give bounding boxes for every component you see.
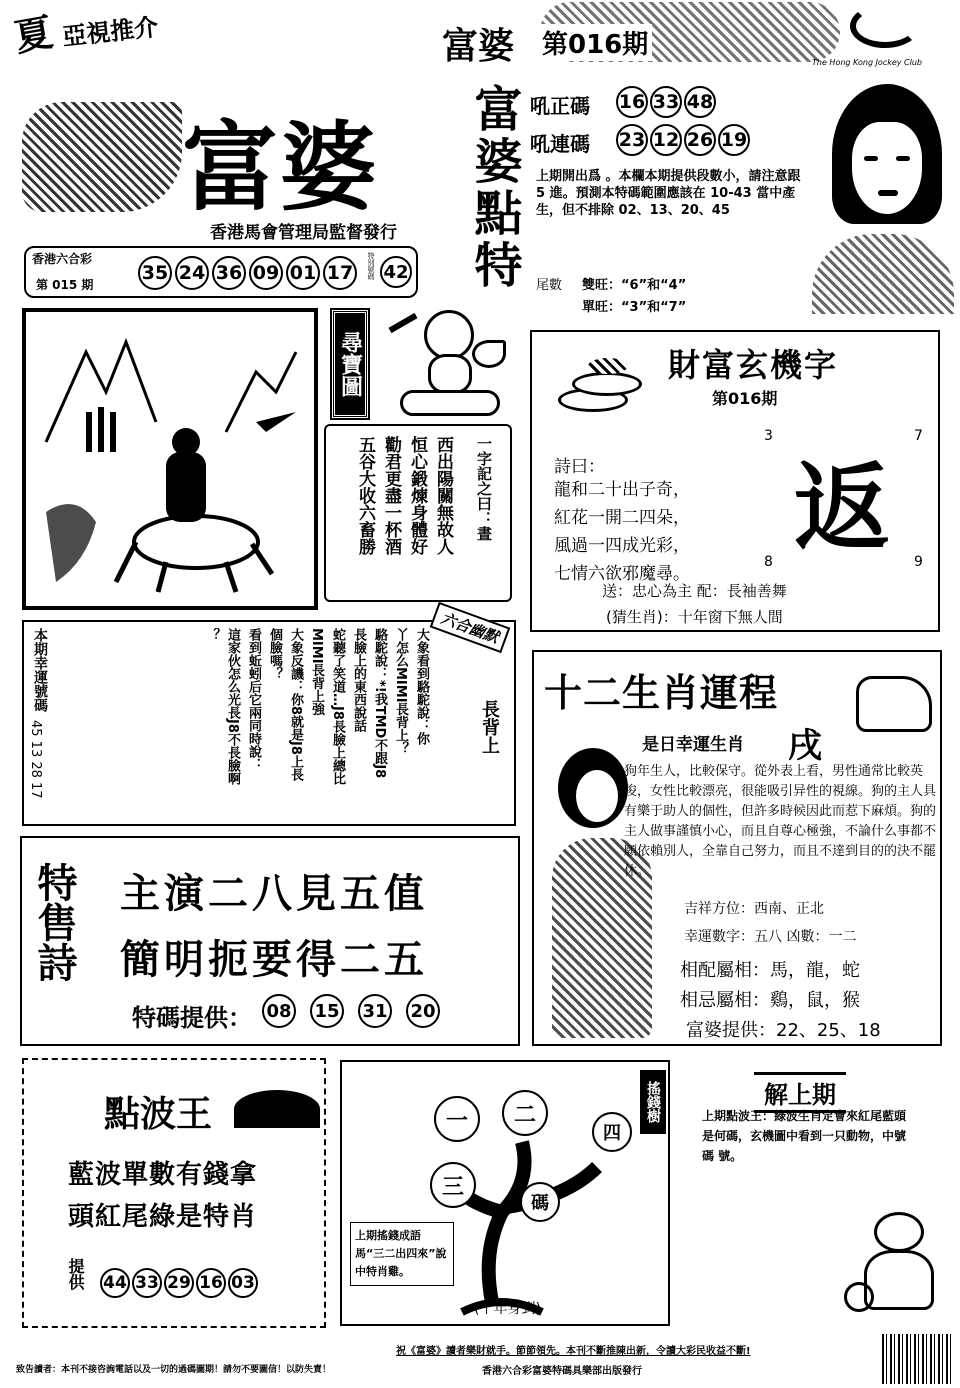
fruit-3: 三 — [430, 1162, 476, 1208]
last-result-balls — [138, 256, 357, 290]
tail-double: 雙旺：“6”和“4” — [582, 278, 687, 293]
number-ball: 48 — [684, 86, 716, 118]
number-ball: 33 — [132, 1268, 162, 1298]
fortune-poem-line: 七情六欲邪魔尋。 — [554, 564, 690, 584]
money-tree-caption: (十年身到) — [474, 1301, 541, 1317]
footer-warn: 致告讀者：本刊不接咨詢電話以及一切的過碼圖期！請勿不要圖信！以防失責！ — [16, 1365, 332, 1375]
wave-king-panel — [22, 1058, 326, 1328]
footer-publisher: 香港六合彩富婆特碼具樂部出版發行 — [482, 1366, 642, 1377]
brand-left-text: 亞視推介 — [61, 13, 160, 51]
fortune-char: 返 — [794, 451, 890, 564]
solve-text: 上期點波王：綠波生肖定會來紅尾藍頭是何碼，玄機圖中看到一只動物，中號碼 號。 — [702, 1109, 907, 1163]
fruit-2: 二 — [502, 1090, 548, 1136]
fortune-issue: 第016期 — [712, 389, 778, 408]
main-pick-balls — [616, 86, 716, 118]
poem-line2: 簡明扼要得二五 — [120, 936, 428, 983]
money-tree-label: 搖錢樹 — [640, 1070, 666, 1134]
corner-tl: 3 — [764, 428, 773, 444]
header-brand — [10, 4, 194, 60]
number-ball: 12 — [650, 124, 682, 156]
zodiac-avoid: 相忌屬相：鷄，鼠，猴 — [680, 990, 860, 1011]
number-ball: 31 — [358, 994, 392, 1028]
zodiac-desc: 狗年生人，比較保守。從外表上看，男性通常比較英俊，女性比較漂亮，很能吸引异性的視線。狗的主人具有樂于助人的個性，但許多時候因此而惹下麻煩。狗的主人做事謹慎小心，而且自尊心極強，不論什么事都不願依賴別人，全靠自己努力，而且不達到目的的決不罷休。 — [624, 764, 937, 879]
footer-slogan: 祝《富婆》讀者樂財就手。節節領先。本刊不斷推陳出新，令讀大彩民收益不斷! — [396, 1346, 751, 1357]
lucky-label: 本期幸運號碼 — [32, 628, 48, 712]
joke-line: 大象反譏：你8就是J8上長 — [288, 628, 303, 781]
last-result-panel — [24, 246, 418, 298]
wave-king-line1: 藍波單數有錢拿 — [68, 1160, 258, 1190]
portrait-woman-icon — [812, 84, 954, 314]
joke-line: 大象看到駱駝說：你 — [414, 628, 429, 745]
main-pick-label: 吼正碼 — [530, 94, 590, 118]
vertical-title: 富婆點特 — [466, 84, 522, 292]
logo-publisher: 香港馬會管理局監督發行 — [210, 223, 397, 243]
barcode-icon — [882, 1334, 952, 1384]
number-ball: 44 — [100, 1268, 130, 1298]
zodiac-lucky-label: 是日幸運生肖 — [642, 735, 744, 755]
poem-panel — [20, 836, 520, 1046]
corner-tr: 7 — [914, 428, 923, 444]
picks-notice: 上期開出爲 。本欄本期提供段數小，請注意跟 5 進。預測本特碼範圍應該在 10-43 當中產生，但不排除 02、13、20、45 — [536, 169, 801, 219]
solve-title: 解上期 — [754, 1072, 846, 1113]
wave-king-provide: 提供 — [66, 1258, 85, 1290]
joke-line: 蛇聽了笑道…J8長臉上總比 — [330, 628, 345, 785]
joke-badge: 六合幽默 — [430, 602, 511, 653]
zodiac-match: 相配屬相：馬，龍，蛇 — [680, 960, 860, 981]
lucky-joke-panel — [22, 609, 516, 826]
zodiac-numbers: 幸運數字：五八 凶數：一二 — [684, 929, 857, 945]
rhyme-line: 五谷大收六畜勝 — [355, 436, 375, 555]
cats-icon — [844, 1192, 950, 1322]
corner-bl: 8 — [764, 554, 773, 570]
number-ball: 15 — [310, 994, 344, 1028]
rhyme-columns — [352, 436, 456, 596]
zodiac-title: 十二生肖運程 — [544, 671, 779, 715]
logo-block — [22, 82, 422, 242]
fortune-title: 財富玄機字 — [668, 346, 839, 384]
fortune-poem-label: 詩曰： — [554, 457, 605, 477]
fortune-panel — [530, 330, 940, 632]
number-ball: 16 — [196, 1268, 226, 1298]
treasure-map-label: 尋寶圖 — [332, 310, 368, 418]
rhyme-line: 恒心鍛煉身體好 — [407, 436, 427, 555]
rhyme-scroll — [324, 424, 512, 602]
wave-king-line2: 頭紅尾綠是特肖 — [68, 1202, 258, 1232]
solve-panel — [694, 1064, 954, 1326]
corner-br: 9 — [914, 554, 923, 570]
header-title: 富婆 — [438, 18, 518, 69]
fortune-send: 送：忠心為主 配：長袖善舞 — [602, 582, 787, 600]
combo-pick-balls — [616, 124, 750, 156]
number-ball: 20 — [406, 994, 440, 1028]
number-ball: 08 — [262, 994, 296, 1028]
joke-text — [202, 628, 431, 820]
lucky-numbers: 45 13 28 17 — [28, 720, 43, 799]
fortune-poem — [554, 476, 690, 588]
joke-line: 駱駝說：*!我TMD不跟J8 — [372, 628, 387, 779]
tail-single: 單旺：“3”和“7” — [582, 300, 687, 315]
zodiac-provide: 富婆提供：22、25、18 — [686, 1020, 881, 1041]
fortune-guess: (猜生肖)：十年窗下無人間 — [606, 608, 783, 626]
rhyme-line: 勸君更盡一杯酒 — [381, 436, 401, 555]
number-ball: 19 — [718, 124, 750, 156]
jockey-logo-icon — [850, 4, 920, 48]
money-tree-panel — [340, 1060, 670, 1326]
money-tree-note: 上期搖錢成語馬“三二出四來”說中特肖雞。 — [350, 1222, 454, 1286]
wave-icon — [234, 1090, 320, 1128]
joke-line: 個臉嗎？ — [267, 628, 282, 680]
logo-title: 富婆 — [182, 111, 378, 224]
zodiac-direction: 吉祥方位：西南、正北 — [684, 901, 824, 917]
number-ball: 24 — [175, 256, 209, 290]
wave-king-title: 點波王 — [104, 1094, 213, 1135]
poem-codes — [262, 994, 440, 1028]
fist-icon — [856, 676, 932, 732]
number-ball: 36 — [212, 256, 246, 290]
number-ball: 17 — [323, 256, 357, 290]
number-ball: 29 — [164, 1268, 194, 1298]
joke-line: 丫怎么MIMI長背上？ — [393, 628, 408, 755]
number-ball: 09 — [249, 256, 283, 290]
poem-code-label: 特碼提供： — [132, 1004, 252, 1032]
treasure-map-picture — [22, 308, 318, 610]
jockey-name: The Hong Kong Jockey Club — [812, 58, 923, 67]
rhyme-line: 西出陽關無故人 — [433, 436, 453, 555]
cherub-icon — [384, 300, 514, 420]
number-ball: 03 — [228, 1268, 258, 1298]
number-ball: 16 — [616, 86, 648, 118]
wave-king-balls — [100, 1268, 258, 1298]
special-ball: 42 — [380, 256, 412, 288]
poem-label: 特售詩 — [31, 862, 77, 982]
picks-panel — [530, 84, 810, 314]
joke-title: 長背上 — [479, 700, 500, 754]
number-ball: 33 — [650, 86, 682, 118]
header-issue: 第016期 — [538, 24, 652, 61]
special-tag: 特別號碼 — [367, 252, 375, 280]
number-ball: 23 — [616, 124, 648, 156]
fortune-poem-line: 風過一四成光彩， — [554, 536, 690, 556]
monkey-tiger-scene-icon — [26, 312, 314, 606]
joke-line: 這家伙怎么光長J8不長臉啊 — [225, 628, 240, 785]
last-result-issue: 第 015 期 — [36, 278, 94, 292]
tail-label: 尾數 — [536, 278, 563, 293]
fruit-5: 碼 — [520, 1182, 560, 1222]
fruit-1: 一 — [434, 1096, 480, 1142]
fortune-poem-line: 紅花一開二四朵， — [554, 508, 690, 528]
brand-logo-icon: 夏 — [10, 8, 57, 60]
fortune-poem-line: 龍和二十出子奇， — [554, 480, 690, 500]
poem-line1: 主演二八見五值 — [120, 870, 428, 917]
last-result-label: 香港六合彩 — [32, 252, 93, 266]
joke-line: ？ — [204, 628, 219, 641]
number-ball: 26 — [684, 124, 716, 156]
dragon-art-icon — [22, 102, 182, 212]
joke-line: 長臉上的東西說話 — [351, 628, 366, 732]
rhyme-label: 一字記之曰：晝 — [475, 436, 493, 541]
header-banner — [420, 2, 955, 74]
combo-pick-label: 吼連碼 — [530, 132, 590, 156]
fruit-4: 四 — [592, 1112, 632, 1152]
coins-icon — [548, 358, 658, 438]
zodiac-panel — [532, 650, 942, 1046]
zodiac-lucky-sign: 戌 — [788, 726, 822, 766]
joke-line: MIMI長背上強 — [309, 628, 324, 716]
joke-line: 看到蚯蚓后它兩同時說： — [246, 628, 261, 771]
number-ball: 35 — [138, 256, 172, 290]
number-ball: 01 — [286, 256, 320, 290]
